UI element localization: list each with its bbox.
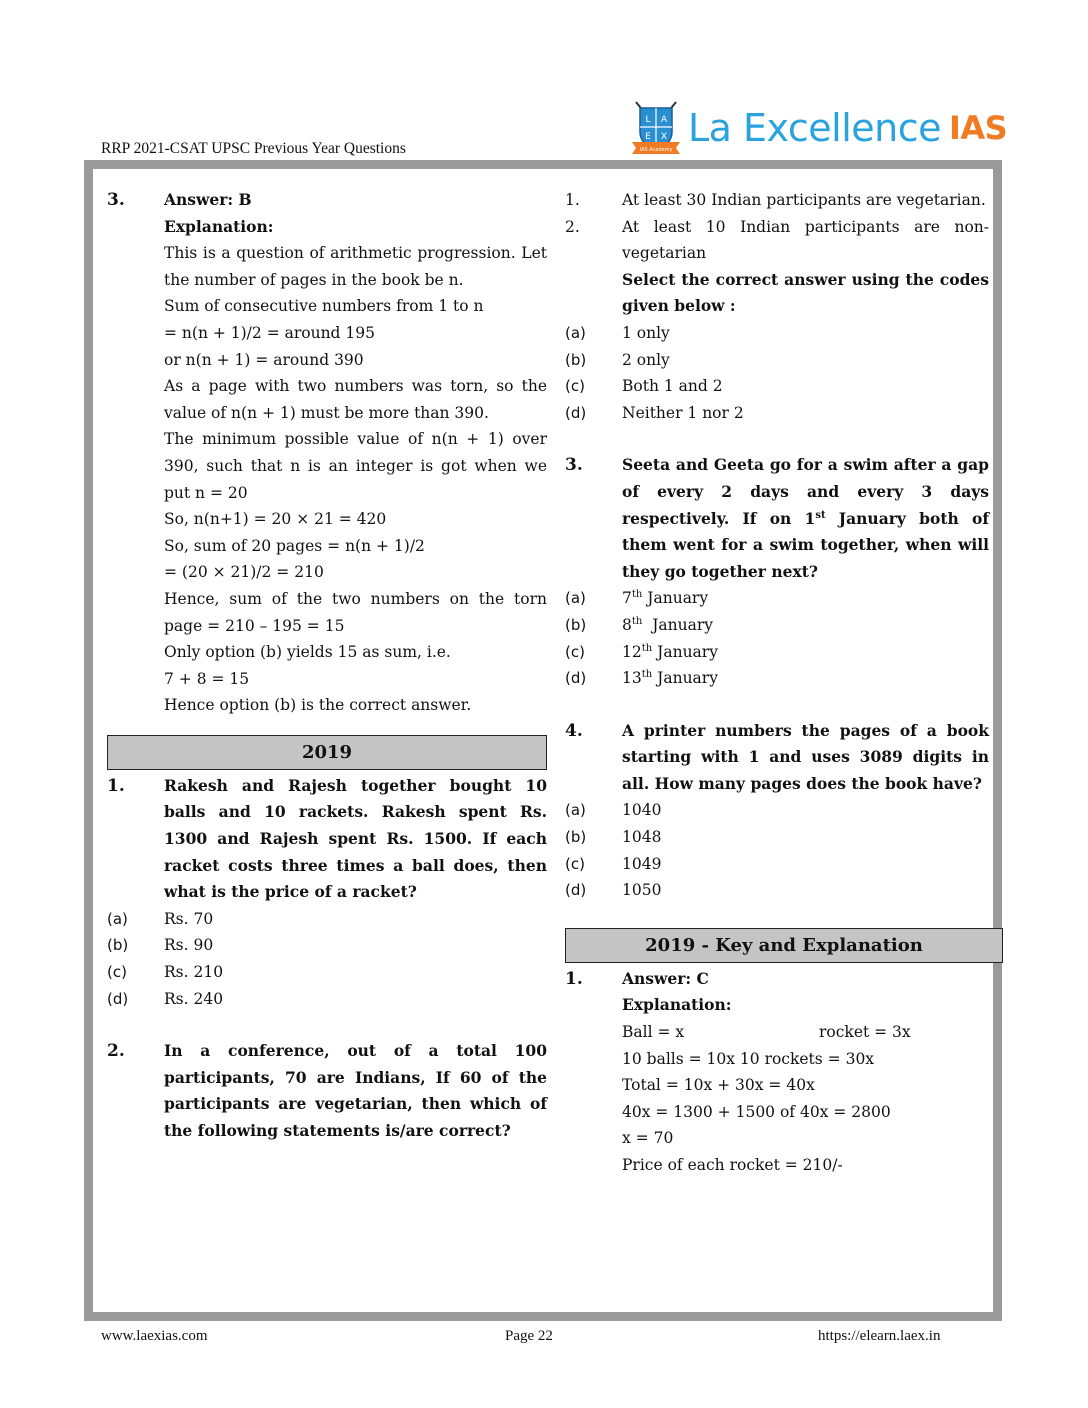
statement-number: 2. <box>565 217 580 236</box>
answer-label: Answer: C <box>622 968 709 988</box>
option-d <box>565 400 989 427</box>
explanation-line: As a page with two numbers was torn, so the value of n(n + 1) must be more than 390. <box>164 377 547 422</box>
option-a <box>565 585 989 612</box>
brand-logo <box>630 98 1007 158</box>
section-heading-key-explanation: 2019 - Key and Explanation <box>565 928 1003 963</box>
left-column <box>107 187 547 1145</box>
svg-text:L: L <box>645 115 651 125</box>
explanation-line: 10 balls = 10x 10 rockets = 30x <box>622 1049 875 1068</box>
option-label: (a) <box>565 589 586 608</box>
option-label: (c) <box>565 642 585 661</box>
statement-2 <box>565 214 989 267</box>
option-label: (c) <box>565 377 585 396</box>
option-label: (d) <box>107 989 129 1008</box>
option-label: (a) <box>107 909 128 928</box>
svg-text:IAS Academy: IAS Academy <box>639 147 673 153</box>
option-text: Neither 1 nor 2 <box>622 403 744 422</box>
explanation-line: So, n(n+1) = 20 × 21 = 420 <box>164 510 387 529</box>
option-b <box>107 932 547 959</box>
option-d <box>565 877 989 904</box>
instruction-row <box>565 267 989 320</box>
explanation-line: Ball = x rocket = 3x <box>622 1023 911 1042</box>
option-label: (c) <box>565 854 585 873</box>
answer-block-1 <box>565 966 989 1179</box>
shield-crest-icon <box>630 98 682 158</box>
option-a <box>107 906 547 933</box>
option-text: 13th January <box>622 668 718 688</box>
answer-number: 3. <box>107 190 125 210</box>
option-text: 1 only <box>622 323 670 342</box>
option-label: (b) <box>565 615 587 634</box>
question-text: Rakesh and Rajesh together bought 10 balls and 10 rackets. Rakesh spent Rs. 1300 and Rajesh spent Rs. 1500. If each racket costs three times a ball does, then what is the price of a racket? <box>164 775 547 902</box>
svg-text:X: X <box>660 132 668 142</box>
option-text: 2 only <box>622 350 670 369</box>
explanation-line: The minimum possible value of n(n + 1) over 390, such that n is an integer is got when we put n = 20 <box>164 430 547 502</box>
option-label: (b) <box>565 828 587 847</box>
explanation-line: Only option (b) yields 15 as sum, i.e. <box>164 643 451 662</box>
brand-suffix: IAS <box>949 109 1008 147</box>
option-text: 1050 <box>622 881 662 900</box>
explanation-line: Hence option (b) is the correct answer. <box>164 696 472 715</box>
question-text: Seeta and Geeta go for a swim after a gap of every 2 days and every 3 days respectively. If on 1st January both of them went for a swim together, when will they go together next? <box>622 455 989 581</box>
option-b <box>565 347 989 374</box>
explanation-line: Sum of consecutive numbers from 1 to n <box>164 297 484 316</box>
option-label: (b) <box>107 936 129 955</box>
option-label: (a) <box>565 323 586 342</box>
explanation-line: or n(n + 1) = around 390 <box>164 350 364 369</box>
question-number: 4. <box>565 720 583 741</box>
option-text: 8th January <box>622 615 714 634</box>
option-label: (a) <box>565 801 586 820</box>
statement-number: 1. <box>565 191 580 209</box>
question-number: 1. <box>107 775 125 796</box>
explanation-line: = (20 × 21)/2 = 210 <box>164 563 324 582</box>
answer-number: 1. <box>565 968 583 989</box>
brand-name: La Excellence <box>688 106 941 150</box>
option-text: 12th January <box>622 642 718 661</box>
explanation-line: x = 70 <box>622 1129 674 1148</box>
option-d <box>565 665 989 692</box>
explanation-line: Price of each rocket = 210/- <box>622 1156 843 1174</box>
footer-website-link[interactable]: www.laexias.com <box>101 1328 208 1344</box>
explanation-label: Explanation: <box>622 995 732 1015</box>
option-c <box>565 851 989 878</box>
option-b <box>565 612 989 639</box>
option-text: 1040 <box>622 801 662 820</box>
question-text: In a conference, out of a total 100 participants, 70 are Indians, If 60 of the participants are vegetarian, then which of the following statements is/are correct? <box>164 1041 547 1140</box>
explanation-label: Explanation: <box>164 216 274 236</box>
option-c <box>107 959 547 986</box>
option-text: Rs. 70 <box>164 909 214 928</box>
question-number: 3. <box>565 455 583 476</box>
question-4 <box>565 718 989 798</box>
option-label: (c) <box>107 963 127 982</box>
svg-text:A: A <box>660 115 668 125</box>
explanation-line: 7 + 8 = 15 <box>164 669 250 688</box>
explanation-line: Total = 10x + 30x = 40x <box>622 1076 815 1095</box>
option-text: 7th January <box>622 589 709 608</box>
explanation-line: This is a question of arithmetic progression. Let the number of pages in the book be n. <box>164 244 547 289</box>
option-a <box>565 797 989 824</box>
option-label: (d) <box>565 403 587 422</box>
question-text: A printer numbers the pages of a book starting with 1 and uses 3089 digits in all. How many pages does the book have? <box>622 720 989 793</box>
right-column <box>565 187 989 1179</box>
option-text: 1048 <box>622 828 662 847</box>
question-3 <box>565 452 989 585</box>
option-label: (d) <box>565 881 587 900</box>
option-text: Rs. 90 <box>164 936 214 955</box>
section-heading-2019: 2019 <box>107 735 547 770</box>
explanation-line: 40x = 1300 + 1500 of 40x = 2800 <box>622 1102 891 1121</box>
page-number: Page 22 <box>505 1328 553 1344</box>
answer-block-3 <box>107 187 547 719</box>
option-c <box>565 373 989 400</box>
answer-label: Answer: B <box>164 190 252 209</box>
option-a <box>565 320 989 347</box>
instruction-text: Select the correct answer using the codes given below : <box>622 269 989 316</box>
option-text: Rs. 240 <box>164 989 224 1008</box>
option-label: (b) <box>565 350 587 369</box>
question-number: 2. <box>107 1041 125 1062</box>
svg-text:E: E <box>645 132 651 142</box>
statement-text: At least 30 Indian participants are vegetarian. <box>622 191 986 209</box>
footer-elearn-link[interactable]: https://elearn.laex.in <box>818 1328 941 1344</box>
question-2 <box>107 1038 547 1144</box>
statement-1 <box>565 187 989 214</box>
option-label: (d) <box>565 669 587 688</box>
option-c <box>565 639 989 666</box>
explanation-line: So, sum of 20 pages = n(n + 1)/2 <box>164 536 425 555</box>
option-d <box>107 986 547 1013</box>
content-frame <box>84 160 1002 1321</box>
question-1 <box>107 773 547 906</box>
option-b <box>565 824 989 851</box>
option-text: Rs. 210 <box>164 963 224 982</box>
option-text: 1049 <box>622 854 662 873</box>
explanation-line: Hence, sum of the two numbers on the torn page = 210 – 195 = 15 <box>164 589 547 635</box>
statement-text: At least 10 Indian participants are non-vegetarian <box>622 217 989 263</box>
option-text: Both 1 and 2 <box>622 377 723 396</box>
document-header-title: RRP 2021-CSAT UPSC Previous Year Questions <box>101 140 406 157</box>
explanation-line: = n(n + 1)/2 = around 195 <box>164 323 375 342</box>
